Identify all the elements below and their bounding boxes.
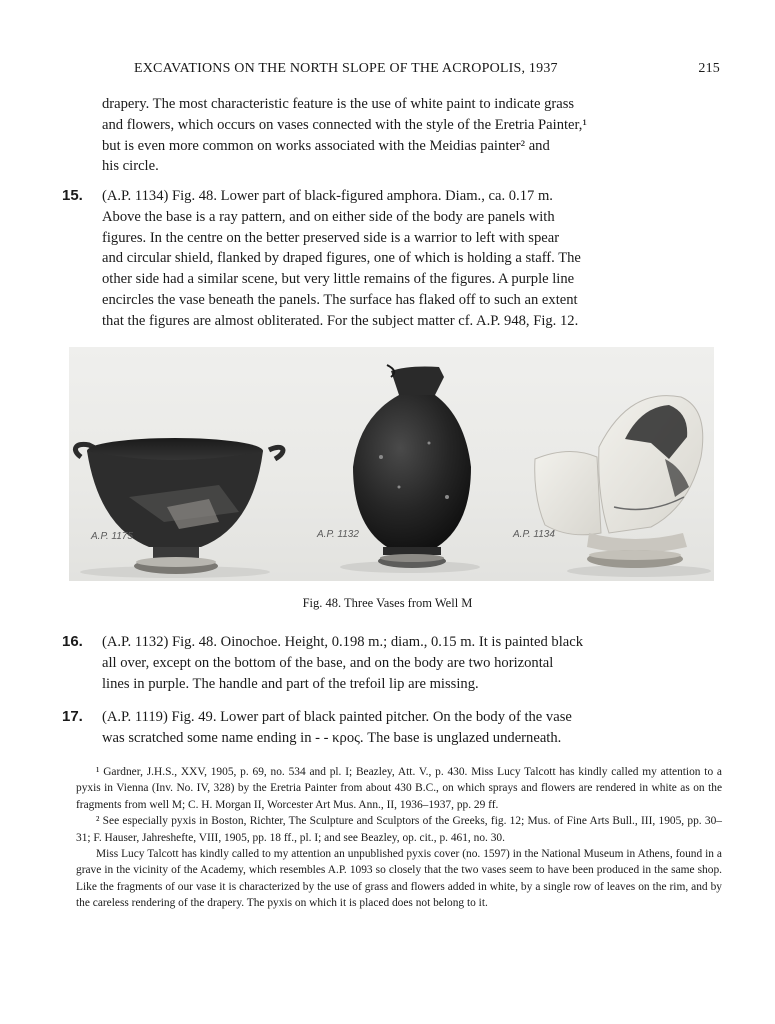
vase-label: A.P. 1175 <box>91 531 133 542</box>
entry-text <box>102 632 720 694</box>
running-head <box>102 61 720 81</box>
text-line: was scratched some name ending in - - κρος. The base is unglazed underneath. <box>102 729 562 746</box>
entry-text <box>102 707 720 749</box>
text-line: drapery. The most characteristic feature is the use of white paint to indicate grass <box>102 96 575 112</box>
footnotes <box>76 764 722 912</box>
amphora-fragment <box>535 396 711 577</box>
text-line: that the figures are almost obliterated. For the subject matter cf. A.P. 948, Fig. 12. <box>102 312 579 329</box>
running-title: EXCAVATIONS ON THE NORTH SLOPE OF THE ACROPOLIS, 1937 <box>134 61 558 76</box>
figure-caption: Fig. 48. Three Vases from Well M <box>302 596 473 610</box>
text-line: (A.P. 1134) Fig. 48. Lower part of black-figured amphora. Diam., ca. 0.17 m. <box>102 188 553 204</box>
skyphos-vase <box>75 438 283 578</box>
entry-text <box>102 186 720 332</box>
page-number: 215 <box>698 61 720 76</box>
text-line: his circle. <box>102 158 159 175</box>
footnote-1: ¹ Gardner, J.H.S., XXV, 1905, p. 69, no. 534 and pl. I; Beazley, Att. V., p. 430. Miss Lucy Talcott has kindly called my attention to a pyxis in Vienna (Inv. No. IV, 328) by the Eretria Painter from about 430 B.C., on which sprays and flowers are rendered in white as on the fragments from well M; C. H. Morgan II, Worcester Art Mus. Ann., II, 1936–1937, pp. 29 ff. <box>76 766 722 811</box>
text-line: figures. In the centre on the better preserved side is a warrior to left with spear <box>102 229 560 246</box>
vase-label: A.P. 1132 <box>317 529 359 540</box>
intro-paragraph <box>102 94 720 177</box>
oinochoe-vase <box>340 365 480 573</box>
footnote-2: ² See especially pyxis in Boston, Richter, The Sculpture and Sculptors of the Greeks, fig. 12; Mus. of Fine Arts Bull., III, 1905, pp. 30–31; F. Hauser, Jahreshefte, VIII, 1905, pp. 18 ff., pl. I; and see Beazley, op. cit., p. 461, no. 30. <box>76 815 722 844</box>
text-line: (A.P. 1132) Fig. 48. Oinochoe. Height, 0.198 m.; diam., 0.15 m. It is painted black <box>102 634 584 650</box>
text-line: (A.P. 1119) Fig. 49. Lower part of black painted pitcher. On the body of the vase <box>102 709 572 725</box>
footnote-note: Miss Lucy Talcott has kindly called to my attention an unpublished pyxis cover (no. 1597) in the National Museum in Athens, found in a grave in the vicinity of the Academy, which resembles A.P. 1093 so closely that the two vases seem to have been produced in the same shop. Like the fragments of our vase it is characterized by the use of grass and flowers added in white, by a single row of leaves on the rim, and by the careless rendering of the drapery. The pyxis on which it is placed does not belong to it. <box>76 848 722 910</box>
figure-48-photo <box>69 347 714 581</box>
text-line: other side had a similar scene, but very little remains of the figures. A purple line <box>102 271 575 288</box>
text-line: lines in purple. The handle and part of the trefoil lip are missing. <box>102 675 479 692</box>
text-line: encircles the vase beneath the panels. The surface has flaked off to such an extent <box>102 291 578 308</box>
entry-number: 15. <box>62 187 83 204</box>
text-line: Above the base is a ray pattern, and on either side of the body are panels with <box>102 208 555 225</box>
text-line: but is even more common on works associated with the Meidias painter² and <box>102 137 550 154</box>
text-line: all over, except on the bottom of the base, and on the body are two horizontal <box>102 654 554 671</box>
vase-label: A.P. 1134 <box>513 529 555 540</box>
vases-photograph <box>69 347 714 581</box>
text-line: and flowers, which occurs on vases connected with the style of the Eretria Painter,¹ <box>102 116 587 133</box>
entry-number: 17. <box>62 708 83 725</box>
text-line: and circular shield, flanked by draped figures, one of which is holding a staff. The <box>102 250 581 267</box>
entry-number: 16. <box>62 633 83 650</box>
